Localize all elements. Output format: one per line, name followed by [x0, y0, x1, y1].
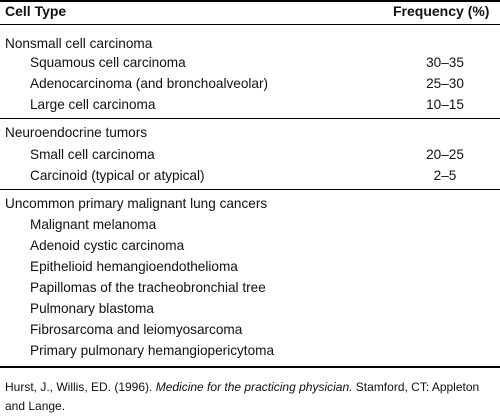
- frequency-value: 30–35: [426, 55, 464, 70]
- citation-publisher: Stamford, CT: Appleton and Lange.: [5, 380, 480, 413]
- header-cell-type: Cell Type: [5, 3, 67, 19]
- frequency-value: 2–5: [433, 168, 457, 183]
- table-row: Carcinoid (typical or atypical): [30, 168, 205, 183]
- frequency-value: 25–30: [426, 76, 464, 91]
- header-frequency: Frequency (%): [393, 3, 490, 19]
- header-rule: [0, 24, 500, 25]
- table-row: Pulmonary blastoma: [30, 301, 154, 316]
- table-row: Adenocarcinoma (and bronchoalveolar): [30, 76, 269, 91]
- frequency-value: 10–15: [426, 97, 464, 112]
- frequency-value: 20–25: [426, 147, 464, 162]
- group-label-nonsmall-cell: Nonsmall cell carcinoma: [5, 36, 153, 51]
- table-row: Squamous cell carcinoma: [30, 55, 186, 70]
- citation-authors: Hurst, J., Willis, ED. (1996).: [5, 380, 156, 394]
- table-row: Primary pulmonary hemangiopericytoma: [30, 343, 275, 358]
- table-row: Large cell carcinoma: [30, 97, 156, 112]
- table-row: Malignant melanoma: [30, 217, 157, 232]
- citation: [5, 378, 497, 416]
- table-row: Fibrosarcoma and leiomyosarcoma: [30, 322, 243, 337]
- group-divider: [0, 118, 500, 119]
- table-row: Epithelioid hemangioendothelioma: [30, 259, 238, 274]
- bottom-rule: [0, 366, 500, 368]
- top-rule: [0, 0, 500, 2]
- table-row: Adenoid cystic carcinoma: [30, 238, 185, 253]
- group-label-neuroendocrine: Neuroendocrine tumors: [5, 125, 148, 140]
- table-row: Small cell carcinoma: [30, 147, 155, 162]
- group-divider: [0, 189, 500, 190]
- table-row: Papillomas of the tracheobronchial tree: [30, 280, 266, 295]
- citation-title: Medicine for the practicing physician.: [155, 380, 353, 394]
- group-label-uncommon: Uncommon primary malignant lung cancers: [5, 196, 268, 211]
